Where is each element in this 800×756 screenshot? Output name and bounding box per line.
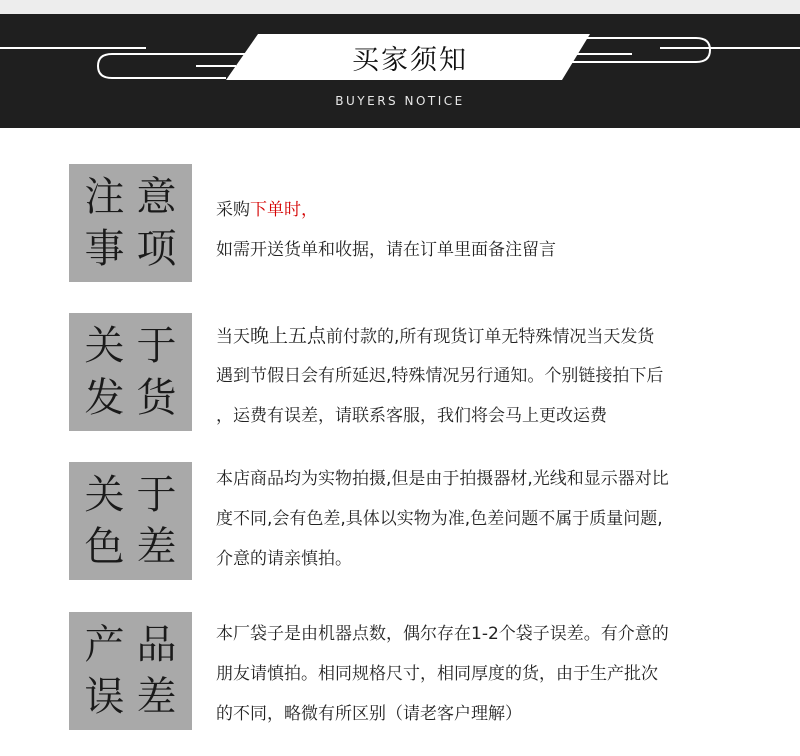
- body-line: 遇到节假日会有所延迟,特殊情况另行通知。个别链接拍下后: [216, 366, 664, 386]
- line-text: 当天: [216, 327, 250, 347]
- body-line: 本店商品均为实物拍摄,但是由于拍摄器材,光线和显示器对比: [216, 469, 669, 489]
- page-subtitle: BUYERS NOTICE: [335, 94, 465, 108]
- notice-section-error: [0, 612, 800, 730]
- section-tag: [69, 164, 192, 282]
- notice-section-shipping: [0, 313, 800, 431]
- page-title: 买家须知: [352, 45, 468, 76]
- tag-line: 事项: [84, 226, 189, 272]
- tag-line: 产品: [84, 622, 189, 668]
- body-line: [216, 190, 736, 230]
- notice-section-attention: [0, 164, 800, 282]
- section-tag: [69, 612, 192, 730]
- highlight-text: 下单时，: [250, 200, 318, 220]
- section-body: [216, 190, 736, 270]
- line-text: 采购: [216, 200, 250, 220]
- top-strip: [0, 0, 800, 14]
- tag-line: 色差: [84, 524, 189, 570]
- tag-line: 关于: [84, 472, 189, 518]
- section-tag: [69, 313, 192, 431]
- tag-line: 关于: [84, 323, 189, 369]
- body-line: 如需开送货单和收据，请在订单里面备注留言: [216, 240, 556, 260]
- tag-line: 注意: [84, 174, 189, 220]
- body-line: 本厂袋子是由机器点数，偶尔存在1-2个袋子误差。有介意的: [216, 624, 669, 644]
- body-line: ，运费有误差，请联系客服，我们将会马上更改运费: [216, 406, 607, 426]
- body-line: 度不同,会有色差,具体以实物为准,色差问题不属于质量问题,: [216, 509, 663, 529]
- section-body: [216, 614, 736, 734]
- section-body: [216, 316, 736, 436]
- section-body: [216, 459, 736, 579]
- tag-line: 误差: [84, 674, 189, 720]
- emphasis-text: 晚上五点: [250, 325, 327, 347]
- body-line: 朋友请慎拍。相同规格尺寸，相同厚度的货，由于生产批次: [216, 664, 658, 684]
- notice-section-color: [0, 462, 800, 580]
- tag-line: 发货: [84, 375, 189, 421]
- line-text: 前付款的,所有现货订单无特殊情况当天发货: [326, 327, 655, 347]
- body-line: 的不同，略微有所区别（请老客户理解）: [216, 704, 522, 724]
- header-banner: [0, 14, 800, 128]
- body-line: [216, 316, 736, 356]
- body-line: 介意的请亲慎拍。: [216, 549, 352, 569]
- section-tag: [69, 462, 192, 580]
